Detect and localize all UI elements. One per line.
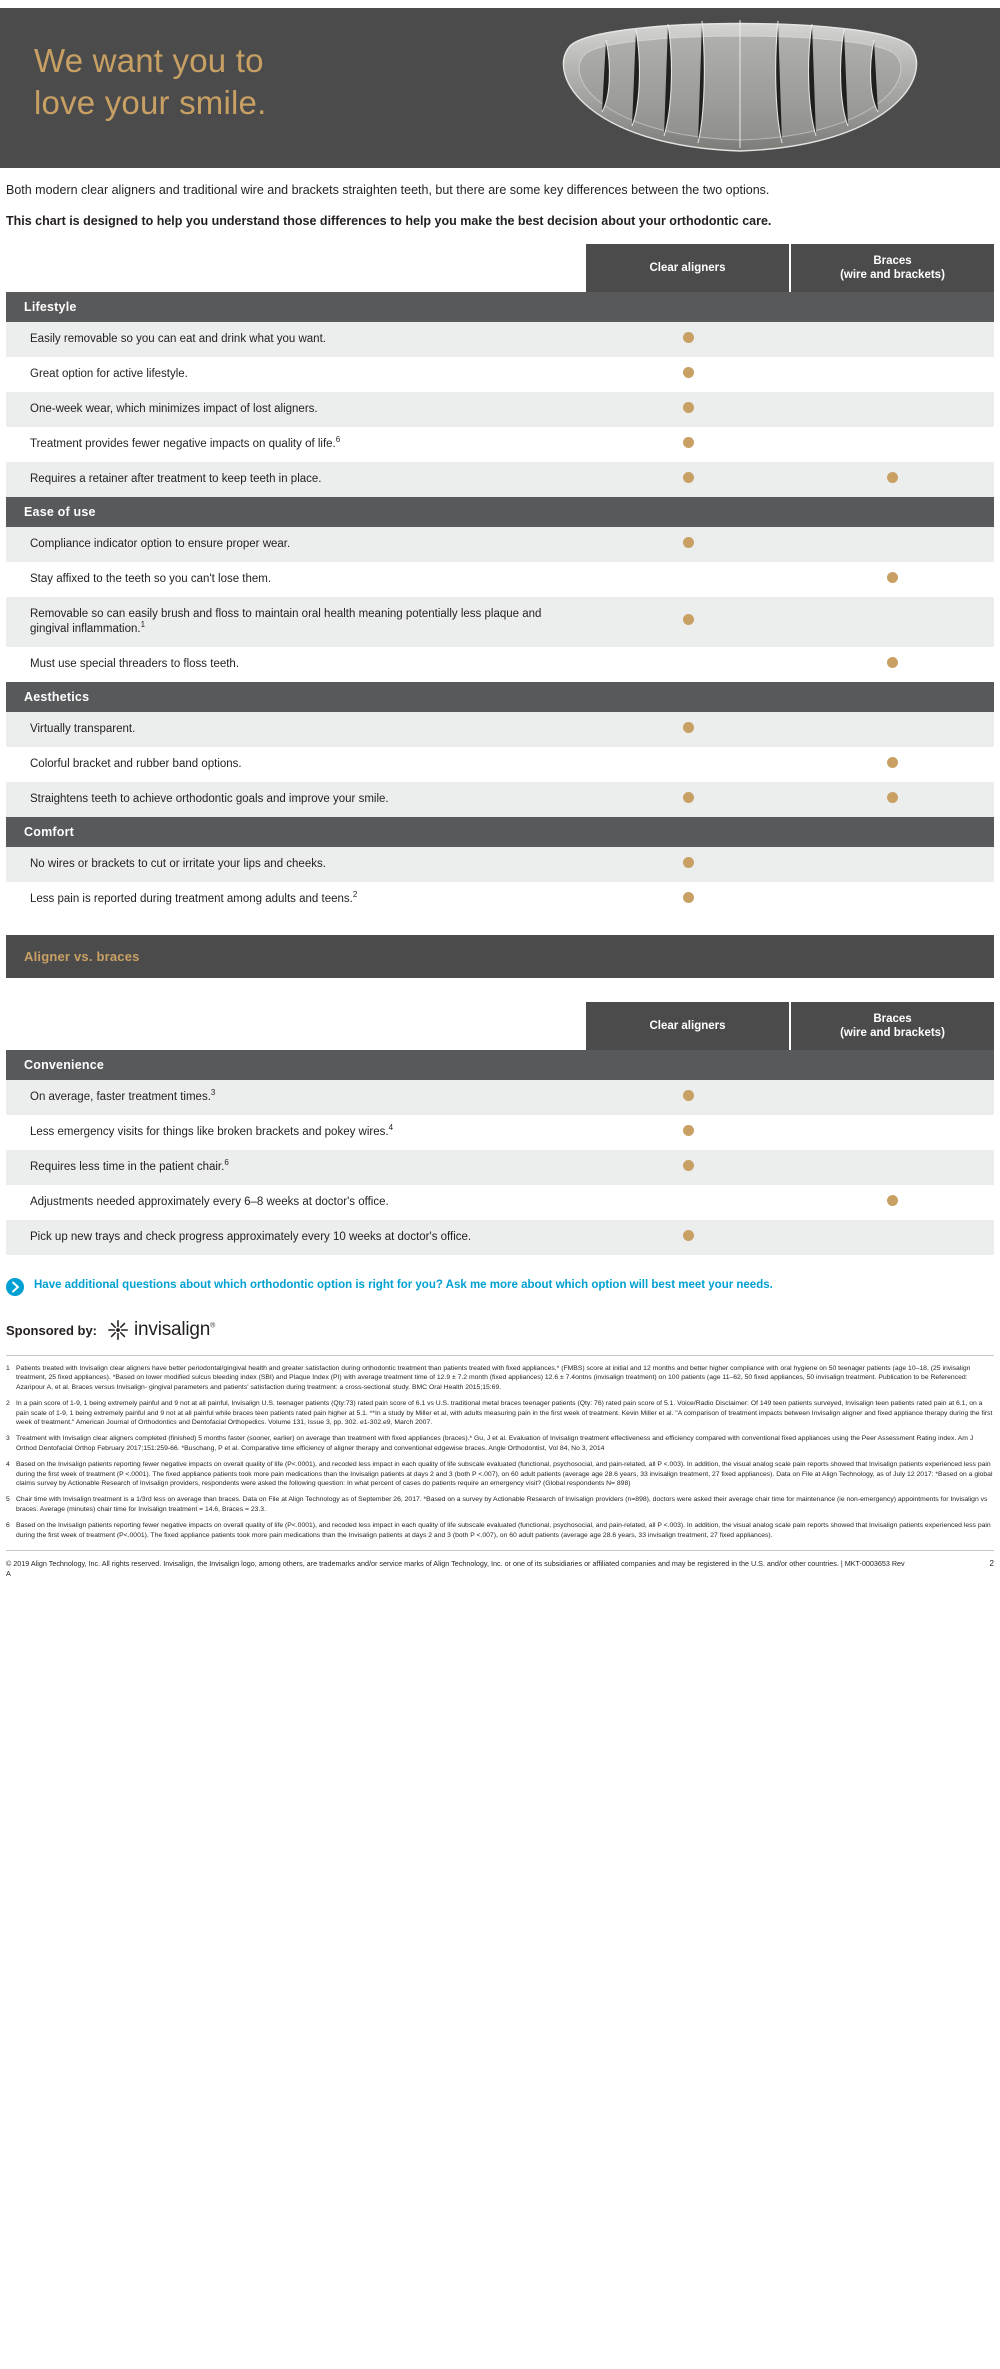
footnote-ref: 6: [335, 435, 341, 445]
table-row: [6, 882, 994, 917]
table-row: [6, 847, 994, 882]
feature-text: Virtually transparent.: [30, 723, 136, 735]
table-row: [6, 392, 994, 427]
invisalign-wordmark: [134, 1319, 215, 1341]
clear-aligner-cell: [586, 647, 790, 682]
intro-text: [0, 168, 1000, 230]
braces-cell: [790, 882, 994, 917]
braces-cell: [790, 782, 994, 817]
feature-text: Pick up new trays and check progress approximately every 10 weeks at doctor's office.: [30, 1231, 472, 1243]
feature-text: Easily removable so you can eat and drink what you want.: [30, 333, 326, 345]
footnotes-list: [6, 1355, 994, 1540]
braces-cell: [790, 357, 994, 392]
clear-aligner-cell: [586, 527, 790, 562]
feature-text: Removable so can easily brush and floss to maintain oral health meaning potentially less plaque and gingival inflammation.: [30, 608, 542, 635]
table-header-braces-line2: (wire and brackets): [840, 1027, 945, 1039]
footnote-item: [6, 1364, 994, 1392]
clear-aligner-cell: [586, 1150, 790, 1185]
clear-aligner-cell: [586, 322, 790, 357]
hero-title-line1: We want you to: [34, 42, 264, 79]
footnote-ref: 1: [140, 620, 146, 630]
clear-aligner-cell: [586, 712, 790, 747]
braces-cell: [790, 1185, 994, 1220]
footnote-item: [6, 1495, 994, 1514]
feature-text: Stay affixed to the teeth so you can't lose them.: [30, 573, 272, 585]
table-header-row: [6, 244, 994, 292]
check-dot-icon: [683, 792, 694, 803]
aligner-vs-braces-band: Aligner vs. braces: [6, 935, 994, 978]
check-dot-icon: [887, 657, 898, 668]
braces-cell: [790, 1150, 994, 1185]
clear-aligner-cell: [586, 357, 790, 392]
footnote-text: In a pain score of 1-9, 1 being extremely painful and 9 not at all painful, Invisalign U.S. teenager patients (Qty:73) rated pain score of 6.1 vs U.S. traditional metal braces teenager patients (Qty: 76) rated pain score of 5.1. Voice/Radio Disclaimer: Of 149 teen patients surveyed, Invisalign teen patients rated pain at 6.1, on a pain scale of 1-9, 1 being extremely painful and 9 not at all painful while braces teen patients rated pain higher at 5.1. **In a study by Miller et al, with adults measuring pain in the first week of treatment. Kevin Miller et al. "A comparison of treatment impacts between Invisalign aligner and fixed appliance therapy during the first week of treatment." American Journal of Orthodontics and Dentofacial Orthopedics. Volume 131, Issue 3, pp. 302. e1-302.e9, March 2007.: [16, 1400, 993, 1427]
clear-aligner-cell: [586, 1185, 790, 1220]
clear-aligner-cell: [586, 562, 790, 597]
braces-cell: [790, 1220, 994, 1255]
table-header-braces-line1: Braces: [873, 255, 912, 267]
check-dot-icon: [683, 537, 694, 548]
clear-aligner-cell: [586, 597, 790, 647]
feature-cell: [6, 782, 586, 817]
table-row: [6, 357, 994, 392]
footnote-number: 3: [6, 1435, 10, 1443]
braces-cell: [790, 747, 994, 782]
cta-callout[interactable]: [6, 1277, 994, 1301]
check-dot-icon: [683, 614, 694, 625]
footnote-item: [6, 1460, 994, 1488]
table-row: [6, 597, 994, 647]
band-spacer: [0, 978, 1000, 1002]
feature-text: Adjustments needed approximately every 6–8 weeks at doctor's office.: [30, 1196, 389, 1208]
table-header-clear-aligners: Clear aligners: [586, 1002, 790, 1050]
hero-title-line2: love your smile.: [34, 84, 267, 121]
footnote-item: [6, 1399, 994, 1427]
table-row: [6, 1150, 994, 1185]
table-header-blank: [6, 244, 586, 292]
feature-cell: [6, 462, 586, 497]
check-dot-icon: [683, 437, 694, 448]
table-row: [6, 562, 994, 597]
section-title: Convenience: [6, 1050, 994, 1080]
braces-cell: [790, 1115, 994, 1150]
check-dot-icon: [683, 367, 694, 378]
check-dot-icon: [683, 472, 694, 483]
braces-cell: [790, 322, 994, 357]
clear-aligner-cell: [586, 747, 790, 782]
feature-cell: [6, 647, 586, 682]
intro-paragraph-1: Both modern clear aligners and traditional wire and brackets straighten teeth, but there are some key differences between the two options.: [6, 183, 770, 197]
table-section-header: [6, 1050, 994, 1080]
feature-text: Great option for active lifestyle.: [30, 368, 188, 380]
table-header-blank: [6, 1002, 586, 1050]
footnote-text: Treatment with Invisalign clear aligners completed (finished) 5 months faster (sooner, earlier) on average than treatment with fixed appliances (braces).* Gu, J et al. Evaluation of Invisalign treatment effectiveness and efficiency compared with conventional fixed appliances using the Peer Assessment Rating index. Am J Orthod Dentofacial Orthop February 2017;151:259-66. *Buschang, P et al. Comparative time efficiency of aligner therapy and conventional edgewise braces. Angle Orthodontist, Vol 84, No 3, 2014: [16, 1435, 974, 1452]
cta-text: Have additional questions about which orthodontic option is right for you? Ask me more about which option will best meet your needs.: [34, 1279, 773, 1291]
footnote-ref: 6: [224, 1158, 229, 1168]
footnote-number: 6: [6, 1522, 10, 1530]
footnote-text: Chair time with Invisalign treatment is a 1/3rd less on average than braces. Data on File at Align Technology as of September 26, 2017. *Based on a survey by Actionable Research of Invisalign providers (n=898), doctors were asked their average chair time for maintenance (ie non-emergency) appointments for Invisalign vs braces. Average (minutes) chair time for Invisalign treatment = 14.6, Braces = 23.3.: [16, 1496, 988, 1513]
table-row: [6, 1080, 994, 1115]
feature-text: On average, faster treatment times.: [30, 1091, 211, 1103]
footnote-number: 2: [6, 1400, 10, 1408]
table-header-braces: [790, 1002, 994, 1050]
check-dot-icon: [887, 757, 898, 768]
check-dot-icon: [887, 792, 898, 803]
table-header-braces-line2: (wire and brackets): [840, 269, 945, 281]
clear-aligner-cell: [586, 847, 790, 882]
clear-aligner-cell: [586, 392, 790, 427]
invisalign-logo: [107, 1319, 215, 1341]
section-title: Lifestyle: [6, 292, 994, 322]
feature-text: One-week wear, which minimizes impact of lost aligners.: [30, 403, 318, 415]
braces-cell: [790, 597, 994, 647]
feature-cell: [6, 712, 586, 747]
page-footer: [6, 1550, 994, 1593]
clear-aligner-cell: [586, 1220, 790, 1255]
clear-aligner-cell: [586, 782, 790, 817]
table-row: [6, 1220, 994, 1255]
braces-cell: [790, 847, 994, 882]
braces-cell: [790, 527, 994, 562]
invisalign-registered-mark: ®: [210, 1322, 216, 1330]
section-title: Comfort: [6, 817, 994, 847]
braces-cell: [790, 647, 994, 682]
table-row: [6, 712, 994, 747]
footnote-text: Based on the Invisalign patients reporting fewer negative impacts on overall quality of life (P<.0001), and recoded less impact in each quality of life subscale evaluated (functional, psychosocial, and pain-related, all P <.003). In addition, the visual analog scale pain reports showed that Invisalign patients experienced less pain during the first week of treatment (P <.0001). The fixed appliance patients took more pain medications than the Invisalign patients at days 2 and 3 (both P <.007), on 60 adult patients (average age 28.6 years, 33 invisalign treatment, 27 fixed appliances). Data on File at Align Technology, as of July 12 2017: *Based on a global claims survey by Actionable Research of Invisalign providers, respondents were asked the following question: In what percent of cases do patients require an emergency visit? (Global respondents N= 898): [16, 1461, 993, 1488]
table-section-header: [6, 497, 994, 527]
feature-cell: [6, 847, 586, 882]
check-dot-icon: [683, 402, 694, 413]
footnote-text: Patients treated with Invisalign clear aligners have better periodontal/gingival health and greater satisfaction during orthodontic treatment than patients treated with fixed appliances.* (FMBS) score at initial and 12 months and better higher compliance with oral hygiene on 50 teenager patients (age 10–18, (25 invisalign treatment, 25 fixed appliances). *Based on lower modified sulcus bleeding index (SBI) and Plaque Index (PI) with average treatment time of 12.9 ± 7.2 month (fixed appliances) 12.6 ± 7.4ontns (invisalign treatment) on 100 patients (age 11–62, 50 fixed appliances, 50 invisalign treatment. Publication to be Referenced: Azaripour A, et al. Braces versus Invisalign- gingival parameters and patients' satisfaction during treatment: a cross-sectional study. BMC Oral Health 2015;15:69.: [16, 1365, 971, 1391]
table-row: [6, 322, 994, 357]
comparison-table-1: [6, 244, 994, 917]
feature-cell: [6, 562, 586, 597]
table-header-clear-aligners: Clear aligners: [586, 244, 790, 292]
braces-cell: [790, 462, 994, 497]
feature-cell: [6, 597, 586, 647]
check-dot-icon: [683, 1125, 694, 1136]
comparison-table-2: [6, 1002, 994, 1255]
hero-title: [34, 40, 266, 124]
feature-text: Requires a retainer after treatment to keep teeth in place.: [30, 473, 322, 485]
clear-aligner-illustration: [540, 16, 940, 161]
footnote-ref: 2: [352, 890, 358, 900]
table-row: [6, 427, 994, 462]
hero-banner: [0, 8, 1000, 168]
braces-cell: [790, 712, 994, 747]
feature-cell: [6, 1115, 586, 1150]
invisalign-starburst-icon: [107, 1319, 129, 1341]
invisalign-wordmark-text: invisalign: [134, 1319, 211, 1340]
footnote-number: 1: [6, 1365, 10, 1372]
chevron-right-circle-icon: [6, 1278, 24, 1301]
check-dot-icon: [887, 572, 898, 583]
table-row: [6, 747, 994, 782]
feature-cell: [6, 1150, 586, 1185]
clear-aligner-cell: [586, 882, 790, 917]
check-dot-icon: [683, 1090, 694, 1101]
footnote-ref: 4: [388, 1123, 394, 1133]
braces-cell: [790, 562, 994, 597]
check-dot-icon: [683, 1230, 694, 1241]
feature-text: No wires or brackets to cut or irritate your lips and cheeks.: [30, 858, 326, 870]
check-dot-icon: [683, 722, 694, 733]
table-header-row: [6, 1002, 994, 1050]
feature-text: Less pain is reported during treatment among adults and teens.: [30, 893, 353, 905]
feature-cell: [6, 357, 586, 392]
feature-text: Colorful bracket and rubber band options.: [30, 758, 242, 770]
feature-text: Compliance indicator option to ensure proper wear.: [30, 538, 291, 550]
clear-aligner-cell: [586, 1115, 790, 1150]
feature-cell: [6, 1220, 586, 1255]
check-dot-icon: [683, 857, 694, 868]
feature-cell: [6, 1185, 586, 1220]
table-section-header: [6, 817, 994, 847]
feature-text: Straightens teeth to achieve orthodontic goals and improve your smile.: [30, 793, 389, 805]
feature-text: Requires less time in the patient chair.: [30, 1161, 225, 1173]
table-row: [6, 527, 994, 562]
check-dot-icon: [887, 472, 898, 483]
feature-cell: [6, 427, 586, 462]
table-row: [6, 1185, 994, 1220]
sponsor-block: [6, 1319, 994, 1341]
copyright-text: © 2019 Align Technology, Inc. All rights reserved. Invisalign, the Invisalign logo, among others, are trademarks and/or service marks of Align Technology, Inc. or one of its subsidiaries or affiliated companies and may be registered in the U.S. and/or other countries. | MKT-0003653 Rev A: [6, 1559, 905, 1579]
check-dot-icon: [887, 1195, 898, 1206]
feature-cell: [6, 882, 586, 917]
page-number: 2: [989, 1559, 994, 1569]
footnote-item: [6, 1521, 994, 1540]
table-section-header: [6, 682, 994, 712]
feature-text: Must use special threaders to floss teeth.: [30, 658, 240, 670]
section-title: Aesthetics: [6, 682, 994, 712]
feature-text: Treatment provides fewer negative impacts on quality of life.: [30, 438, 336, 450]
footnote-ref: 3: [210, 1088, 216, 1098]
check-dot-icon: [683, 892, 694, 903]
footnote-number: 4: [6, 1461, 10, 1469]
footnote-item: [6, 1434, 994, 1453]
clear-aligner-cell: [586, 427, 790, 462]
sponsored-by-label: Sponsored by:: [6, 1322, 98, 1338]
braces-cell: [790, 392, 994, 427]
table-section-header: [6, 292, 994, 322]
section-title: Ease of use: [6, 497, 994, 527]
feature-cell: [6, 527, 586, 562]
check-dot-icon: [683, 332, 694, 343]
check-dot-icon: [683, 1160, 694, 1171]
clear-aligner-cell: [586, 1080, 790, 1115]
table-row: [6, 1115, 994, 1150]
intro-paragraph-2: This chart is designed to help you understand those differences to help you make the best decision about your orthodontic care.: [6, 214, 772, 228]
table-header-braces-line1: Braces: [873, 1013, 912, 1025]
feature-text: Less emergency visits for things like broken brackets and pokey wires.: [30, 1126, 389, 1138]
braces-cell: [790, 427, 994, 462]
feature-cell: [6, 322, 586, 357]
table-row: [6, 462, 994, 497]
document-page: [0, 8, 1000, 1593]
footnote-text: Based on the Invisalign patients reporting fewer negative impacts on overall quality of life (P<.0001), and recoded less impact in each quality of life subscale evaluated (functional, psychosocial, and pain-related, all P <.003). In addition, the visual analog scale pain reports showed that Invisalign patients experienced less pain during the first week of treatment (P<.0001). The fixed appliance patients took more pain medications than the Invisalign patients at days 2 and 3 (both P <.007), on 60 adult patients (average age 28.6 years, 33 invisalign treatment, 27 fixed appliances).: [16, 1522, 991, 1539]
table-row: [6, 647, 994, 682]
feature-cell: [6, 747, 586, 782]
feature-cell: [6, 392, 586, 427]
clear-aligner-cell: [586, 462, 790, 497]
braces-cell: [790, 1080, 994, 1115]
footnote-number: 5: [6, 1496, 10, 1504]
feature-cell: [6, 1080, 586, 1115]
table-header-braces: [790, 244, 994, 292]
table-row: [6, 782, 994, 817]
